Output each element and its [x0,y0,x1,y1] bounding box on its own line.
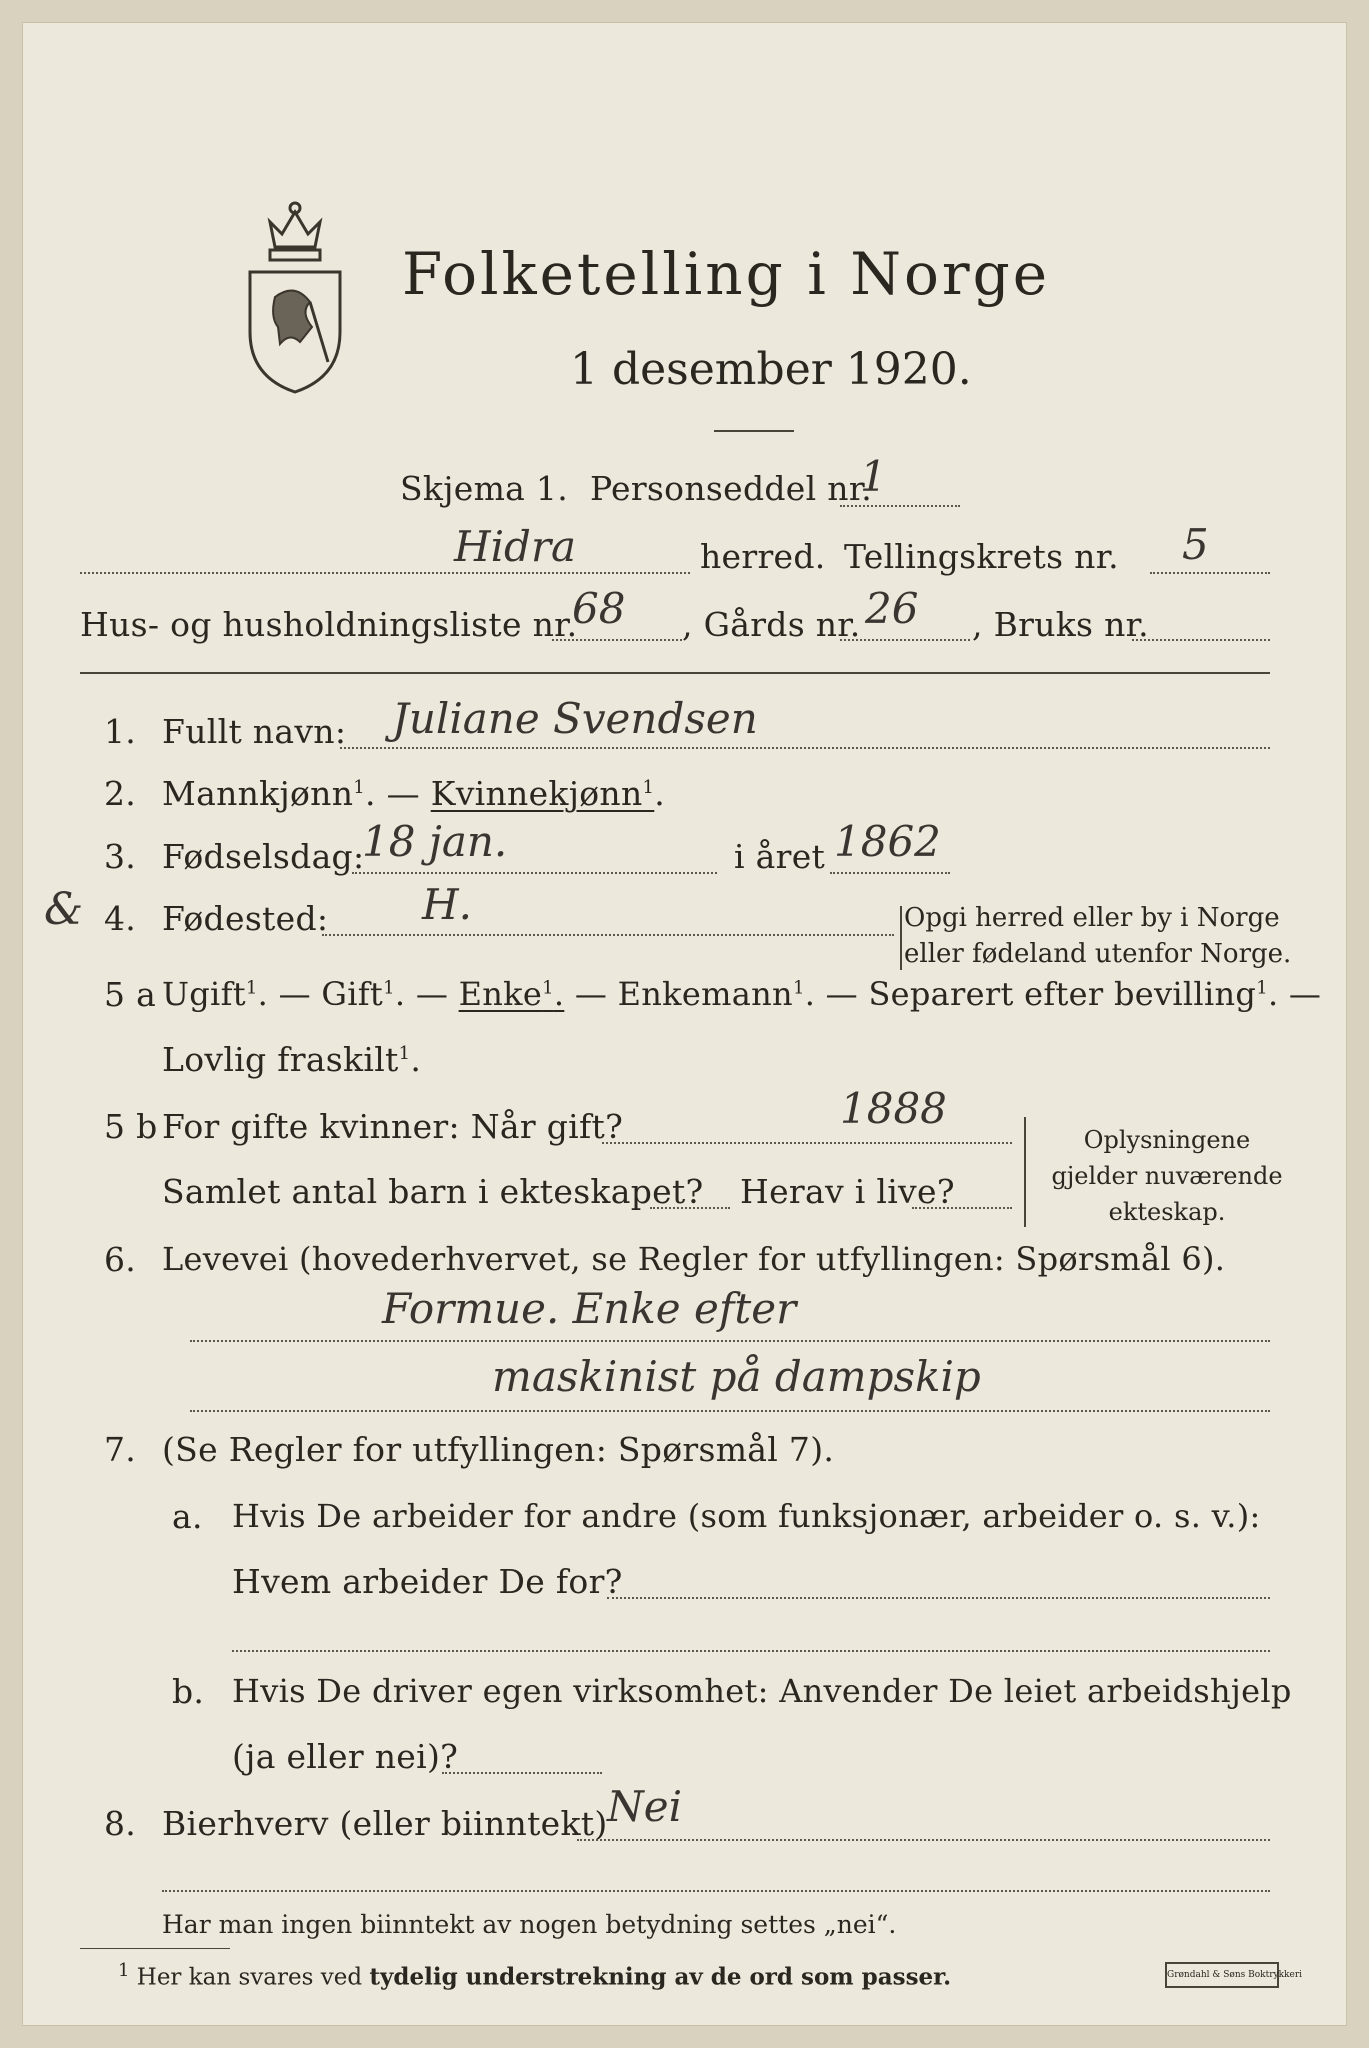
q4-margin-mark: & [44,884,84,935]
title-divider [714,430,794,432]
personseddel-line [840,505,960,507]
coat-of-arms-icon [240,192,350,402]
q5b-number: 5 b [104,1107,158,1146]
q1-value: Juliane Svendsen [392,694,758,743]
q4-note: Opgi herred eller by i Norge eller fødeland utenfor Norge. [904,903,1292,969]
tellingskrets-line [1150,572,1270,574]
q5a-enke-option: Enke$^1$. [458,975,565,1013]
q4-value: H. [422,880,472,929]
biinntekt-note: Har man ingen biinntekt av nogen betydning settes „nei“. [162,1910,897,1939]
q8-line-2 [162,1890,1270,1892]
q6-number: 6. [104,1240,137,1279]
q5a-lovlig: Lovlig fraskilt$^1$. [162,1040,422,1079]
q7a-line-2 [232,1650,1270,1652]
footnote: $^1$ Her kan svares ved tydelig understrekning av de ord som passer. [118,1960,952,1991]
q4-line [322,934,894,936]
schema-label: Skjema 1. [400,469,569,508]
q5a-number: 5 a [104,975,157,1014]
q8-label: Bierhverv (eller biinntekt) [162,1804,608,1843]
q1-number: 1. [104,712,137,751]
q7-number: 7. [104,1430,137,1469]
q7a-number: a. [172,1497,203,1536]
q5b-line [602,1142,1012,1144]
gards-label: , Gårds nr. [682,605,861,644]
q4-number: 4. [104,899,137,938]
q7b-sub-label: (ja eller nei)? [232,1737,459,1776]
q8-value: Nei [607,1782,683,1831]
q1-line [340,747,1270,749]
herred-label: herred. [700,537,826,576]
footnote-divider [80,1948,230,1949]
hus-label: Hus- og husholdningsliste nr. [80,605,578,644]
form-title: Folketelling i Norge [402,240,1051,308]
q5b-label: For gifte kvinner: Når gift? [162,1107,624,1146]
q5b-live-label: Herav i live? [740,1172,955,1211]
form-date: 1 desember 1920. [570,344,972,395]
tellingskrets-label: Tellingskrets nr. [844,537,1119,576]
q8-number: 8. [104,1804,137,1843]
herred-line [80,572,690,574]
q6-line-1 [190,1340,1270,1342]
q7b-number: b. [172,1672,205,1711]
census-form [22,22,1347,2026]
q5b-barn-label: Samlet antal barn i ekteskapet? [162,1172,704,1211]
printer-stamp: Grøndahl & Søns Boktrykkeri [1165,1962,1279,1988]
gards-line [840,639,970,641]
q5b-note: Oplysningene gjelder nuværende ekteskap. [1051,1126,1283,1226]
q2-mann-option: Mannkjønn [162,774,354,813]
bruks-label: , Bruks nr. [972,605,1149,644]
q5b-live-line [912,1207,1012,1209]
q3-value: 18 jan. [362,817,508,866]
q7a-line-1 [607,1597,1270,1599]
hus-line [552,639,682,641]
q6-value-1: Formue. Enke efter [382,1284,797,1333]
q6-value-2: maskinist på dampskip [492,1352,981,1401]
q6-line-2 [190,1410,1270,1412]
tellingskrets-value: 5 [1182,520,1209,569]
q6-label: Levevei (hovederhvervet, se Regler for utfyllingen: Spørsmål 6). [162,1240,1226,1278]
q7a-sub-label: Hvem arbeider De for? [232,1562,623,1601]
q3-label: Fødselsdag: [162,837,365,876]
q2-text: Mannkjønn$^1$. — Kvinnekjønn$^1$. [162,774,666,813]
q5b-barn-line [650,1207,730,1209]
q8-line-1 [577,1839,1270,1841]
q3-line [352,872,717,874]
gards-value: 26 [865,584,919,633]
personseddel-value: 1 [860,452,887,501]
q7a-label: Hvis De arbeider for andre (som funksjonær, arbeider o. s. v.): [232,1497,1261,1535]
q5b-note-brace [1024,1117,1026,1227]
q2-number: 2. [104,774,137,813]
q3-year-label: i året [734,837,826,876]
q3-year-value: 1862 [834,817,941,866]
q7b-line [442,1772,602,1774]
q5b-value: 1888 [840,1084,947,1133]
herred-value: Hidra [454,522,577,571]
q7-label: (Se Regler for utfyllingen: Spørsmål 7). [162,1430,835,1469]
q3-number: 3. [104,837,137,876]
q3-year-line [830,872,950,874]
q4-note-brace [900,906,902,970]
header-divider [80,672,1270,674]
q5a-options: Ugift$^1$. — Gift$^1$. — Enke$^1$. — Enkemann$^1$. — Separert efter bevilling$^1$. — [162,975,1322,1013]
bruks-line [1132,639,1270,641]
q2-kvinne-option: Kvinnekjønn$^1$ [430,774,655,813]
personseddel-label: Personseddel nr. [590,469,873,508]
q1-label: Fullt navn: [162,712,347,751]
q7b-label: Hvis De driver egen virksomhet: Anvender De leiet arbeidshjelp [232,1672,1292,1710]
q4-label: Fødested: [162,899,329,938]
hus-value: 68 [572,584,626,633]
